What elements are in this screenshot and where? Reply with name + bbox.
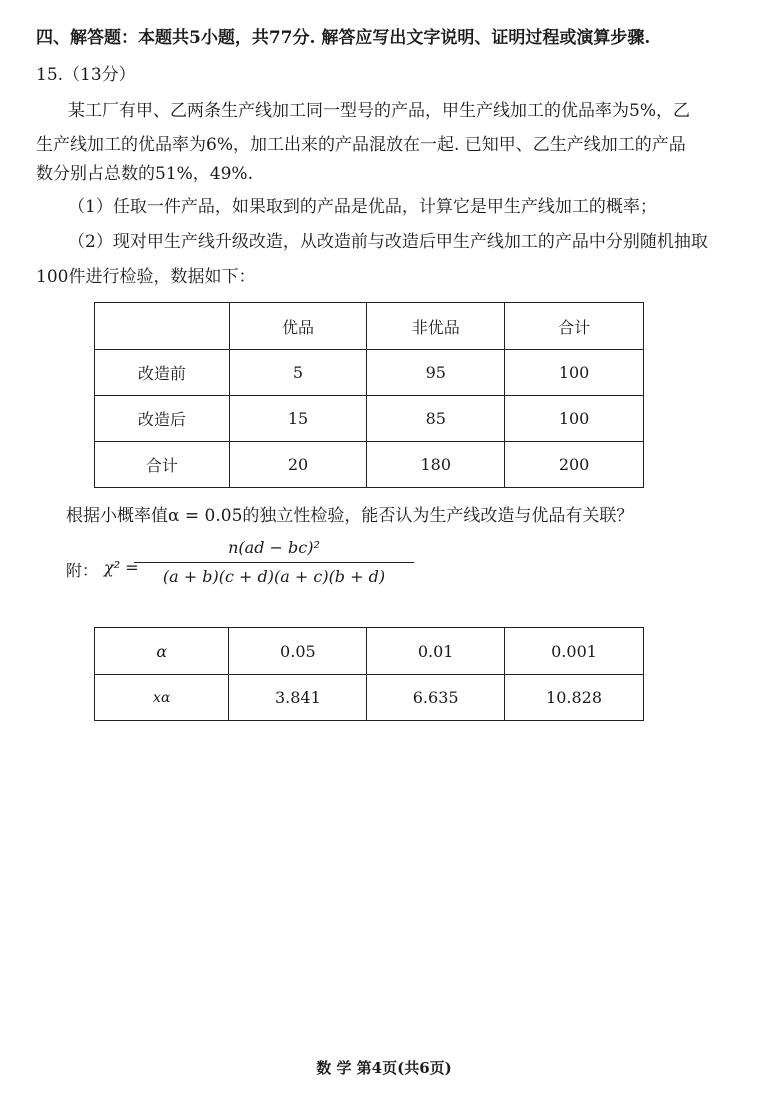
table-cell: 10.828 xyxy=(505,675,644,721)
question-2-prompt: 根据小概率值α = 0.05的独立性检验，能否认为生产线改造与优品有关联？ xyxy=(66,506,634,526)
problem-number: 15.（13分） xyxy=(36,65,136,85)
table-cell: 180 xyxy=(367,442,505,488)
table-cell: 改造前 xyxy=(95,350,230,396)
table-header-cell xyxy=(95,303,230,350)
table-cell: 15 xyxy=(229,396,367,442)
table-cell: 100 xyxy=(505,396,644,442)
table-cell: α xyxy=(95,628,229,675)
table-cell: xα xyxy=(95,675,229,721)
table-cell: 5 xyxy=(229,350,367,396)
section-heading: 四、解答题：本题共5小题，共77分. 解答应写出文字说明、证明过程或演算步骤. xyxy=(36,28,651,48)
table-row xyxy=(95,442,644,488)
formula-denominator: (a + b)(c + d)(a + c)(b + d) xyxy=(162,567,386,586)
data-table xyxy=(94,302,644,488)
table-cell: 合计 xyxy=(95,442,230,488)
table-cell: 改造后 xyxy=(95,396,230,442)
table-header-cell: 非优品 xyxy=(367,303,505,350)
formula-fraction xyxy=(134,536,414,589)
table-cell: 100 xyxy=(505,350,644,396)
table-row xyxy=(95,628,644,675)
table-cell: 20 xyxy=(229,442,367,488)
paragraph-line-3: 数分别占总数的51%，49%. xyxy=(36,164,253,184)
appendix-label: 附： xyxy=(66,561,99,580)
table-row xyxy=(95,396,644,442)
table-cell: 6.635 xyxy=(367,675,505,721)
paragraph-line-1: 某工厂有甲、乙两条生产线加工同一型号的产品，甲生产线加工的优品率为5%，乙 xyxy=(68,101,690,121)
question-2-line-1: （2）现对甲生产线升级改造，从改造前与改造后甲生产线加工的产品中分别随机抽取 xyxy=(68,232,708,252)
paragraph-line-2: 生产线加工的优品率为6%，加工出来的产品混放在一起. 已知甲、乙生产线加工的产品 xyxy=(36,135,686,155)
question-2-line-2: 100件进行检验，数据如下： xyxy=(36,267,256,287)
table-cell: 0.01 xyxy=(367,628,505,675)
fraction-bar xyxy=(134,562,414,563)
page-footer: 数 学 第4页(共6页) xyxy=(316,1059,452,1077)
table-header-cell: 合计 xyxy=(505,303,644,350)
table-cell: 95 xyxy=(367,350,505,396)
table-row xyxy=(95,350,644,396)
table-row xyxy=(95,675,644,721)
table-cell: 3.841 xyxy=(229,675,367,721)
chi-square-symbol: χ² = xyxy=(104,558,139,577)
table-cell: 0.05 xyxy=(229,628,367,675)
question-1: （1）任取一件产品，如果取到的产品是优品，计算它是甲生产线加工的概率； xyxy=(68,197,657,217)
table-header-cell: 优品 xyxy=(229,303,367,350)
critical-value-table xyxy=(94,627,644,721)
formula-numerator: n(ad − bc)² xyxy=(228,538,320,557)
chi-square-formula xyxy=(66,536,426,596)
table-cell: 85 xyxy=(367,396,505,442)
table-cell: 0.001 xyxy=(505,628,644,675)
table-header-row xyxy=(95,303,644,350)
table-cell: 200 xyxy=(505,442,644,488)
